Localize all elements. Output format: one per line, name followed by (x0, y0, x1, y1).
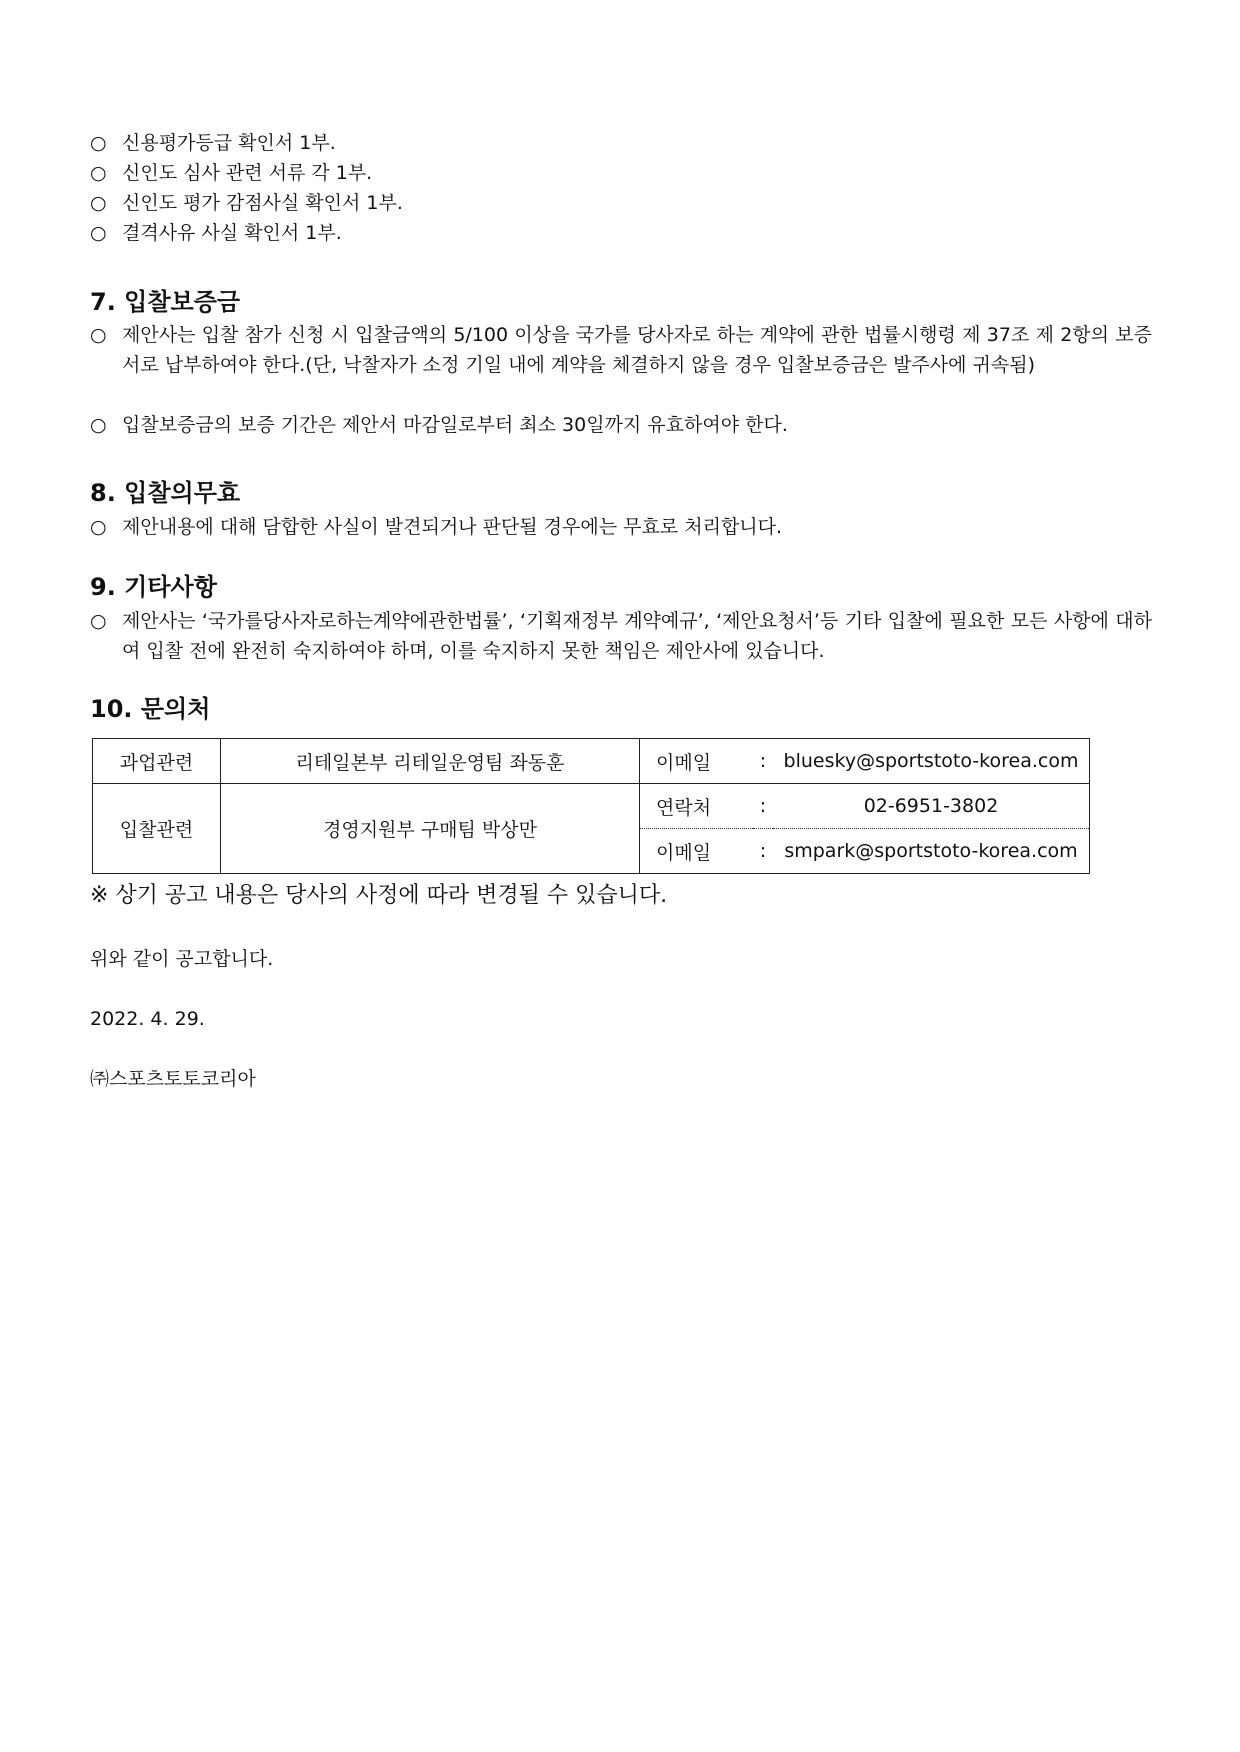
company-name: ㈜스포츠토토코리아 (90, 1068, 256, 1090)
section8-item: 제안내용에 대해 담합한 사실이 발견되거나 판단될 경우에는 무효로 처리합니다. (122, 516, 783, 538)
notice-note: ※ 상기 공고 내용은 당사의 사정에 따라 변경될 수 있습니다. (90, 883, 668, 908)
section-heading-10: 10. 문의처 (90, 695, 211, 723)
colon: : (753, 829, 773, 874)
closing-text: 위와 같이 공고합니다. (90, 948, 274, 970)
list-item: 신용평가등급 확인서 1부. (122, 132, 336, 154)
row-label: 과업관련 (93, 739, 221, 784)
section9-item: 제안사는 ‘국가를당사자로하는계약에관한법률’, ‘기획재정부 계약예규’, ‘제안요청서’등 기타 입찰에 필요한 모든 사항에 대하여 입찰 전에 완전히 숙지하여야 하며, 이를 숙지하지 못한 책임은 제안사에 있습니다. (122, 610, 1152, 662)
table-row (93, 784, 1090, 829)
list-item: 신인도 평가 감점사실 확인서 1부. (122, 192, 403, 214)
bullet-circle: ○ (90, 610, 107, 632)
bullet-circle: ○ (90, 192, 107, 214)
contact-email: smpark@sportstoto-korea.com (773, 829, 1090, 874)
row-label: 입찰관련 (93, 784, 221, 874)
bullet-circle: ○ (90, 222, 107, 244)
contact-phone: 02-6951-3802 (773, 784, 1090, 829)
date-text: 2022. 4. 29. (90, 1008, 205, 1030)
contact-person: 경영지원부 구매팀 박상만 (221, 784, 640, 874)
section-heading-9: 9. 기타사항 (90, 573, 217, 601)
list-item: 결격사유 사실 확인서 1부. (122, 222, 342, 244)
contact-email: bluesky@sportstoto-korea.com (773, 739, 1090, 784)
bullet-circle: ○ (90, 324, 107, 346)
table-row (93, 739, 1090, 784)
colon: : (753, 784, 773, 829)
bullet-circle: ○ (90, 162, 107, 184)
bullet-circle: ○ (90, 414, 107, 436)
list-item: 신인도 심사 관련 서류 각 1부. (122, 162, 373, 184)
contact-key: 이메일 (640, 739, 754, 784)
contact-key: 연락처 (640, 784, 754, 829)
colon: : (753, 739, 773, 784)
section7-item-period: 입찰보증금의 보증 기간은 제안서 마감일로부터 최소 30일까지 유효하여야 한다. (122, 414, 788, 436)
bullet-circle: ○ (90, 132, 107, 154)
section7-item-guarantee: 제안사는 입찰 참가 신청 시 입찰금액의 5/100 이상을 국가를 당사자로 하는 계약에 관한 법률시행령 제 37조 제 2항의 보증서로 납부하여야 한다.(단, 낙찰자가 소정 기일 내에 계약을 체결하지 않을 경우 입찰보증금은 발주사에 귀속됨) (122, 324, 1152, 376)
section-heading-7: 7. 입찰보증금 (90, 288, 241, 316)
contact-key: 이메일 (640, 829, 754, 874)
section-heading-8: 8. 입찰의무효 (90, 479, 241, 507)
contact-table (92, 738, 1090, 874)
contact-person: 리테일본부 리테일운영팀 좌동훈 (221, 739, 640, 784)
bullet-circle: ○ (90, 516, 107, 538)
